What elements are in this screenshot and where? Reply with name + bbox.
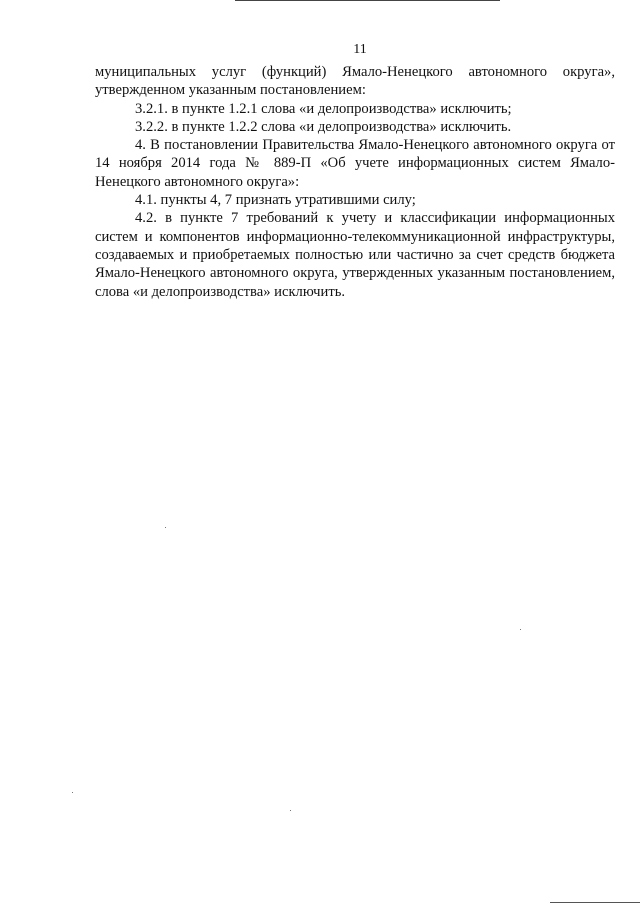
paragraph-3-2-2: 3.2.2. в пункте 1.2.2 слова «и делопроизводства» исключить. xyxy=(135,118,512,135)
page-number xyxy=(0,42,640,58)
scan-bottom-edge-line xyxy=(550,902,640,903)
scan-top-edge-line xyxy=(235,0,500,1)
paragraph-3-2-1: 3.2.1. в пункте 1.2.1 слова «и делопроизводства» исключить; xyxy=(135,100,512,117)
scan-speck xyxy=(290,810,291,811)
paragraph-4-1: 4.1. пункты 4, 7 признать утратившими силу; xyxy=(135,192,416,209)
page-number-text: 11 xyxy=(353,42,367,57)
paragraph-4-2: 4.2. в пункте 7 требований к учету и классификации информационных систем и компонентов информационно-телекоммуникационной инфраструктуры, создаваемых и приобретаемых полностью или частично за счет средств бюджета Ямало-Ненецкого автономного округа, утвержденных указанным постановлением, слова «и делопроизводства» исключить. xyxy=(95,210,615,300)
scan-speck xyxy=(520,629,521,630)
scan-speck xyxy=(165,527,166,528)
paragraph-4: 4. В постановлении Правительства Ямало-Ненецкого автономного округа от 14 ноября 2014 года № 889-П «Об учете информационных систем Ямало-Ненецкого автономного округа»: xyxy=(95,137,615,190)
document-body xyxy=(95,63,615,301)
scan-speck xyxy=(72,792,73,793)
paragraph-continuation: муниципальных услуг (функций) Ямало-Ненецкого автономного округа», утвержденном указанным постановлением: xyxy=(95,64,615,99)
